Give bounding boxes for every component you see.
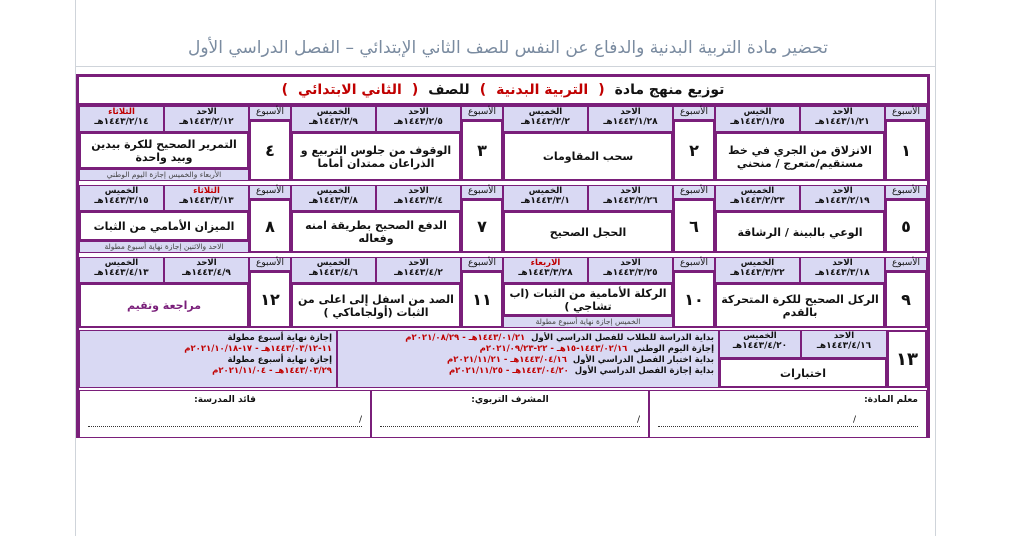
week-10-day1: الاحد ١٤٤٣/٣/٢٥هـ xyxy=(588,257,673,283)
week-13-day1: الاحد ١٤٤٣/٤/١٦هـ xyxy=(801,330,887,358)
week-7-number: ٧ xyxy=(461,199,503,253)
weeks-grid xyxy=(79,106,927,329)
week-11-topic: الصد من اسفل إلى اعلى من الثبات (أولجاماكي ) xyxy=(291,283,461,328)
banner-class-label: للصف xyxy=(428,82,470,98)
week-7-day1: الاحد ١٤٤٣/٣/٤هـ xyxy=(376,185,461,211)
week-3-number: ٣ xyxy=(461,120,503,181)
week-5-number: ٥ xyxy=(885,199,927,253)
week-8-number: ٨ xyxy=(249,199,291,253)
week-6-topic: الحجل الصحيح xyxy=(503,211,673,253)
week-10-day2: الاربعاء ١٤٤٣/٣/٢٨هـ xyxy=(503,257,588,283)
week-6-number: ٦ xyxy=(673,199,715,253)
week-8-note: الاحد والاثنين إجازة نهاية أسبوع مطولة xyxy=(79,241,249,253)
week-11-day2: الخميس ١٤٤٣/٤/٦هـ xyxy=(291,257,376,283)
document-title: تحضير مادة التربية البدنية والدفاع عن النفس للصف الثاني الإبتدائي – الفصل الدراسي الأول xyxy=(187,38,829,58)
week-1-day2: الخيس ١٤٤٣/١/٢٥هـ xyxy=(715,106,800,132)
week-9-topic: الركل الصحيح للكرة المتحركة بالقدم xyxy=(715,283,885,328)
banner-close-paren-2: ) xyxy=(281,82,288,98)
week-2-topic: سحب المقاومات xyxy=(503,132,673,181)
week-6-label: الأسبوع xyxy=(673,185,715,199)
week-4-topic: التمرير الصحيح للكرة بيدين وبيد واحدة xyxy=(79,132,249,169)
week-11-number: ١١ xyxy=(461,271,503,328)
week-2-number: ٢ xyxy=(673,120,715,181)
week-6-day1: الاحد ١٤٤٣/٢/٢٦هـ xyxy=(588,185,673,211)
week-8-label: الأسبوع xyxy=(249,185,291,199)
banner-close-paren: ) xyxy=(479,82,487,98)
holiday-info: إجازة نهاية أسبوع مطولة ١١-١٤٤٣/٠٣/١٢هـ - ١٧-٢٠٢١/١٠/١٨م إجازة نهاية أسبوع مطولة ١٤٤٣/٠٣/٢٩هـ - ٢٠٢١/١١/٠٤م xyxy=(79,330,337,388)
week-1-day1: الاحد ١٤٤٣/١/٢١هـ xyxy=(800,106,885,132)
week-10-note: الخميس إجازة نهاية أسبوع مطولة xyxy=(503,316,673,328)
week-7-day2: الخميس ١٤٤٣/٣/٨هـ xyxy=(291,185,376,211)
week-3-topic: الوقوف من جلوس التربيع و الذراعان ممتدان أماما xyxy=(291,132,461,181)
week-11-day1: الاحد ١٤٤٣/٤/٢هـ xyxy=(376,257,461,283)
week-4-note: الأربعاء والخميس إجازة اليوم الوطني xyxy=(79,169,249,181)
week-13-number: ١٣ xyxy=(887,330,927,388)
week-4-day1: الاحد ١٤٤٣/٢/١٢هـ xyxy=(164,106,249,132)
week-10-number: ١٠ xyxy=(673,271,715,328)
week-12-day1: الاحد ١٤٤٣/٤/٩هـ xyxy=(164,257,249,283)
week-8-day2: الخميس ١٤٤٣/٣/١٥هـ xyxy=(79,185,164,211)
week-1-label: الأسبوع xyxy=(885,106,927,120)
week-1-topic: الانزلاق من الجري في خط مستقيم/متعرج / منحني xyxy=(715,132,885,181)
week-2-day1: الاحد ١٤٤٣/١/٢٨هـ xyxy=(588,106,673,132)
week-13-topic: اختبارات xyxy=(719,358,887,388)
week-5-label: الأسبوع xyxy=(885,185,927,199)
teacher-signature: معلم المادة: / xyxy=(649,390,927,438)
week-4-day2: الثلاثاء ١٤٤٣/٢/١٤هـ xyxy=(79,106,164,132)
week-2-day2: الخميس ١٤٤٣/٢/٢هـ xyxy=(503,106,588,132)
week-9-day2: الخميس ١٤٤٣/٣/٢٢هـ xyxy=(715,257,800,283)
banner-open-paren-2: ( xyxy=(411,82,419,98)
week-12-day2: الخميس ١٤٤٣/٤/١٣هـ xyxy=(79,257,164,283)
week-6-day2: الخميس ١٤٤٣/٣/١هـ xyxy=(503,185,588,211)
banner-class-name: الثاني الابتدائي xyxy=(298,82,402,98)
curriculum-banner xyxy=(79,77,927,106)
week-3-day1: الاحد ١٤٤٣/٢/٥هـ xyxy=(376,106,461,132)
week-5-topic: الوعي بالبينة / الرشاقة xyxy=(715,211,885,253)
page-top-rule xyxy=(75,66,935,67)
week-7-topic: الدفع الصحيح بطريقة امنه وفعاله xyxy=(291,211,461,253)
week-8-topic: الميزان الأمامي من الثبات xyxy=(79,211,249,241)
week-10-topic: الركلة الأمامية من الثبات (اب تشاجي ) xyxy=(503,283,673,316)
banner-subject: التربية البدنية xyxy=(496,82,589,98)
week-4-number: ٤ xyxy=(249,120,291,181)
week-11-label: الأسبوع xyxy=(461,257,503,271)
curriculum-sheet xyxy=(76,74,930,438)
banner-prefix: توزيع منهج مادة xyxy=(614,82,725,98)
semester-info: بداية الدراسة للطلاب للفصل الدراسي الأول ١٤٤٣/٠١/٢١هـ - ٢٠٢١/٠٨/٢٩م إجازة اليوم الوطني ١٤٤٣/٠٢/١٦-١٥هـ - ٢٢-٢٠٢١/٠٩/٢٣م بداية اختبار الفصل الدراسي الأول ١٤٤٣/٠٤/١٦هـ - ٢٠٢١/١١/٢١م بداية إجازة الفصل الدراسي الأول ١٤٤٣/٠٤/٢٠هـ - ٢٠٢١/١١/٢٥م xyxy=(337,330,719,388)
page-right-rule xyxy=(935,0,936,536)
week-9-day1: الاحد ١٤٤٣/٣/١٨هـ xyxy=(800,257,885,283)
week-3-label: الأسبوع xyxy=(461,106,503,120)
leader-signature: قائد المدرسة: / xyxy=(79,390,371,438)
week-8-day1: الثلاثاء ١٤٤٣/٣/١٣هـ xyxy=(164,185,249,211)
week-7-label: الأسبوع xyxy=(461,185,503,199)
week-1-number: ١ xyxy=(885,120,927,181)
week-2-label: الأسبوع xyxy=(673,106,715,120)
week-5-day1: الاحد ١٤٤٣/٢/١٩هـ xyxy=(800,185,885,211)
week-4-label: الأسبوع xyxy=(249,106,291,120)
week-12-label: الأسبوع xyxy=(249,257,291,271)
banner-open-paren: ( xyxy=(598,82,605,98)
week-5-day2: الخميس ١٤٤٣/٢/٢٣هـ xyxy=(715,185,800,211)
week-13-day2: الخميس ١٤٤٣/٤/٢٠هـ xyxy=(719,330,801,358)
week-10-label: الأسبوع xyxy=(673,257,715,271)
week-12-topic: مراجعة وتقيم xyxy=(79,283,249,328)
week-12-number: ١٢ xyxy=(249,271,291,328)
week-3-day2: الخميس ١٤٤٣/٢/٩هـ xyxy=(291,106,376,132)
week-9-number: ٩ xyxy=(885,271,927,328)
supervisor-signature: المشرف التربوي: / xyxy=(371,390,649,438)
week-9-label: الأسبوع xyxy=(885,257,927,271)
